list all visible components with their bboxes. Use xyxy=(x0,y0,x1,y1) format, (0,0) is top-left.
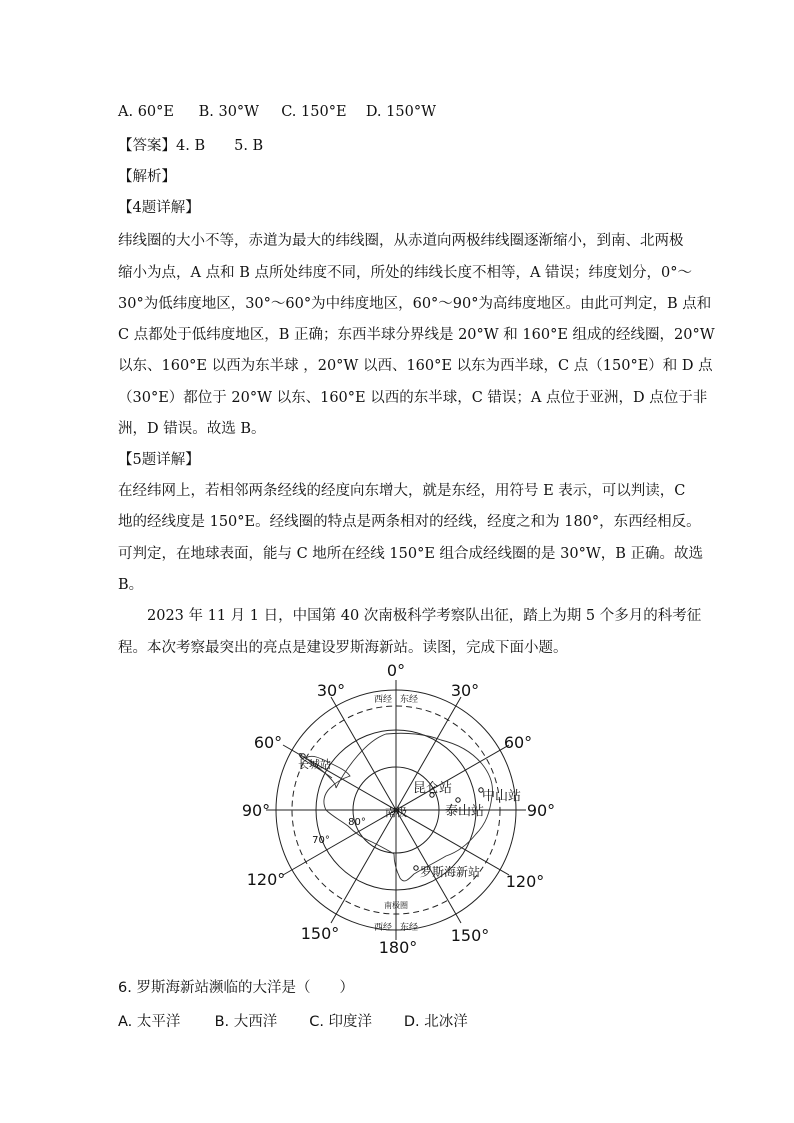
q4-text-line: 纬线圈的大小不等，赤道为最大的纬线圈，从赤道向两极纬线圈逐渐缩小，到南、北两极 xyxy=(118,233,684,249)
south-pole-label: 南极 xyxy=(385,806,407,819)
q4-text-line: 以东、160°E 以西为东半球 ，20°W 以西、160°E 以东为西半球，C 点（150°E）和 D 点 xyxy=(118,358,713,374)
option-b: B. 30°W xyxy=(198,104,260,120)
q6-option-c: C. 印度洋 xyxy=(309,1014,373,1030)
q5-text-line: B。 xyxy=(118,577,144,593)
lon-label-180: 180° xyxy=(378,938,418,957)
q6-option-a: A. 太平洋 xyxy=(118,1014,181,1030)
q5-text-line: 可判定，在地球表面，能与 C 地所在经线 150°E 组合成经线圈的是 30°W，B 正确。故选 xyxy=(118,546,704,562)
intro-paragraph-line: 2023 年 11 月 1 日，中国第 40 次南极科学考察队出征，踏上为期 5 个多月的科考征 xyxy=(147,608,702,624)
q4-text-line: 缩小为点，A 点和 B 点所处纬度不同，所处的纬线长度不相等，A 错误；纬度划分，0°～ xyxy=(118,265,693,281)
west-longitude-label-top: 西经 xyxy=(373,695,393,705)
answer-line: 【答案】4. B 5. B xyxy=(118,138,264,154)
q4-text-line: 洲，D 错误。故选 B。 xyxy=(118,421,266,437)
lon-label-150w: 150° xyxy=(300,924,340,943)
q6-options xyxy=(118,1010,468,1031)
q6-option-b: B. 大西洋 xyxy=(214,1014,278,1030)
option-a: A. 60°E xyxy=(118,104,174,120)
q5-text-line: 地的经线度是 150°E。经线圈的特点是两条相对的经线，经度之和为 180°，东西经相反。 xyxy=(118,514,701,530)
option-d: D. 150°W xyxy=(365,104,436,120)
option-c: C. 150°E xyxy=(281,104,347,120)
lon-label-90e: 90° xyxy=(526,801,556,820)
analysis-heading: 【解析】 xyxy=(118,169,176,185)
intro-paragraph-line: 程。本次考察最突出的亮点是建设罗斯海新站。读图，完成下面小题。 xyxy=(118,640,568,656)
lon-label-120w: 120° xyxy=(246,870,286,889)
taishan-station-marker xyxy=(456,798,460,802)
lon-label-150e: 150° xyxy=(450,926,490,945)
q4-text-line: C 点都处于低纬度地区，B 正确；东西半球分界线是 20°W 和 160°E 组成的经线圈，20°W xyxy=(118,327,715,343)
prev-question-options xyxy=(118,104,436,120)
q4-text-line: （30°E）都位于 20°W 以东、160°E 以西的东半球，C 错误；A 点位于亚洲，D 点位于非 xyxy=(118,390,708,406)
zhongshan-station-label: 中山站 xyxy=(482,789,522,804)
lon-label-60e: 60° xyxy=(503,733,533,752)
kunlun-station-label: 昆仑站 xyxy=(413,781,453,796)
lon-label-30w: 30° xyxy=(316,681,346,700)
q5-heading: 【5题详解】 xyxy=(118,452,200,468)
ross-sea-station-label: 罗斯海新站 xyxy=(420,865,481,879)
q5-text-line: 在经纬网上，若相邻两条经线的经度向东增大，就是东经，用符号 E 表示，可以判读，C xyxy=(118,483,686,499)
ross-sea-station-marker xyxy=(414,866,418,870)
latitude-80-label: 80° xyxy=(348,817,366,828)
east-longitude-label-bottom: 东经 xyxy=(399,923,419,933)
lon-label-120e: 120° xyxy=(505,872,545,891)
antarctic-circle-label: 南极圈 xyxy=(384,901,408,910)
q6-option-d: D. 北冰洋 xyxy=(403,1014,468,1030)
taishan-station-label: 泰山站 xyxy=(445,804,485,819)
q4-heading: 【4题详解】 xyxy=(118,200,200,216)
great-wall-station-label: 长城站 xyxy=(298,758,331,771)
west-longitude-label-bottom: 西经 xyxy=(373,923,393,933)
lon-label-30e: 30° xyxy=(450,681,480,700)
latitude-70-label: 70° xyxy=(312,835,330,846)
lon-label-0: 0° xyxy=(386,662,406,680)
q4-text-line: 30°为低纬度地区，30°～60°为中纬度地区，60°～90°为高纬度地区。由此可判定，B 点和 xyxy=(118,296,712,312)
q6-stem: 6. 罗斯海新站濒临的大洋是（ ） xyxy=(118,980,354,996)
east-longitude-label-top: 东经 xyxy=(399,695,419,705)
lon-label-60w: 60° xyxy=(253,733,283,752)
antarctica-polar-map xyxy=(236,662,556,962)
lon-label-90w: 90° xyxy=(241,801,271,820)
